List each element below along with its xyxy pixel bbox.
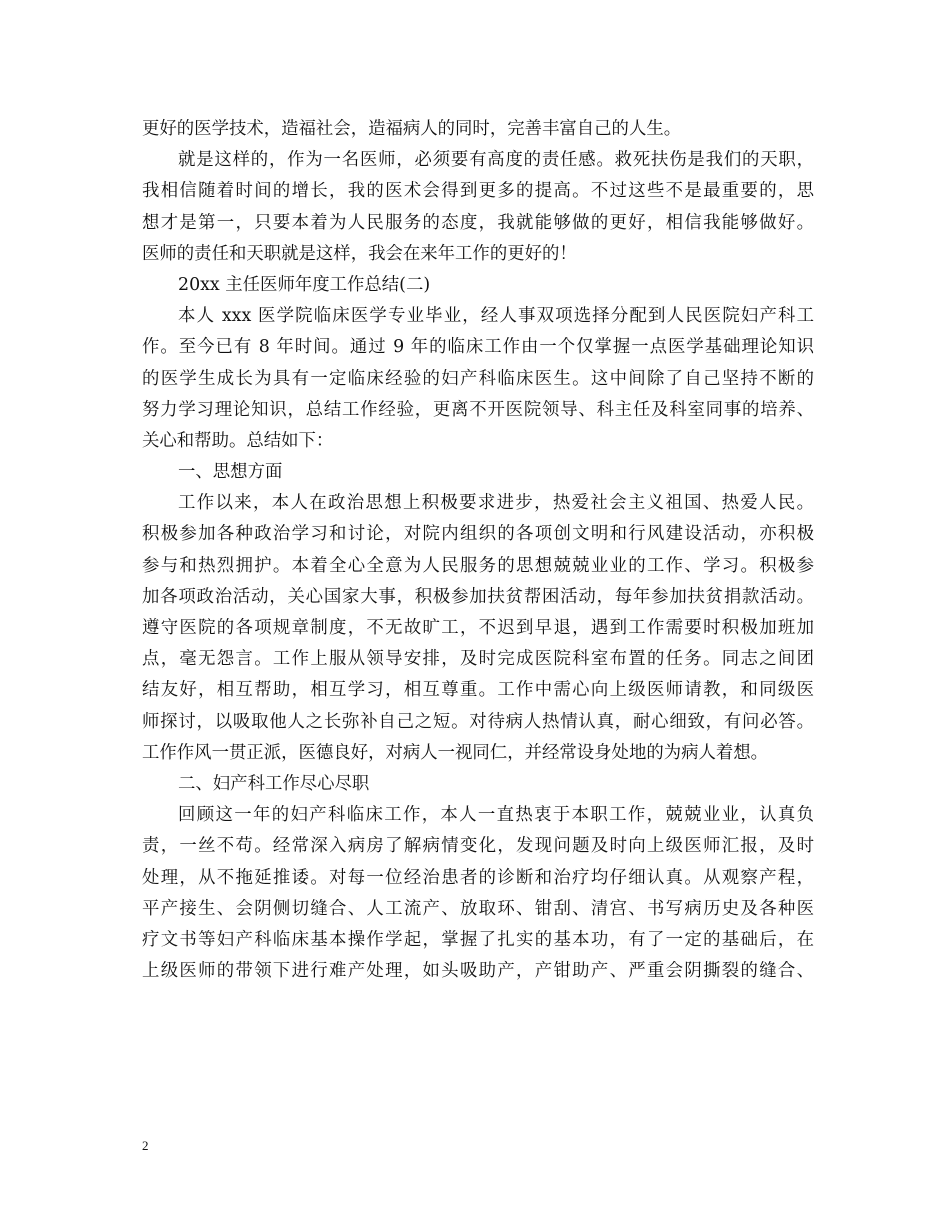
text-line: 努力学习理论知识，总结工作经验，更离不开医院领导、科主任及科室同事的培养、 xyxy=(142,399,814,420)
page-number: 2 xyxy=(142,1138,149,1153)
text-line: 师探讨，以吸取他人之长弥补自己之短。对待病人热情认真，耐心细致，有问必答。 xyxy=(142,711,814,732)
text-line: 一、思想方面 xyxy=(178,462,283,483)
text-line: 我相信随着时间的增长，我的医术会得到更多的提高。不过这些不是最重要的，思 xyxy=(142,181,814,202)
text-line: 想才是第一，只要本着为人民服务的态度，我就能够做的更好，相信我能够做好。 xyxy=(142,212,814,233)
text-line: 更好的医学技术，造福社会，造福病人的同时，完善丰富自己的人生。 xyxy=(142,119,682,139)
text-line: 疗文书等妇产科临床基本操作学起，掌握了扎实的基本功，有了一定的基础后，在 xyxy=(142,929,814,950)
text-line: 参与和热烈拥护。本着全心全意为人民服务的思想兢兢业业的工作、学习。积极参 xyxy=(142,555,814,576)
text-line: 作。至今已有 8 年时间。通过 9 年的临床工作由一个仅掌握一点医学基础理论知识 xyxy=(142,337,814,358)
text-line: 回顾这一年的妇产科临床工作，本人一直热衷于本职工作，兢兢业业，认真负 xyxy=(178,805,814,826)
text-line: 遵守医院的各项规章制度，不无故旷工，不迟到早退，遇到工作需要时积极加班加 xyxy=(142,618,814,638)
text-line: 上级医师的带领下进行难产处理，如头吸助产，产钳助产、严重会阴撕裂的缝合、 xyxy=(142,961,814,982)
text-line: 工作作风一贯正派，医德良好，对病人一视同仁，并经常设身处地的为病人着想。 xyxy=(142,742,769,763)
text-line: 点，毫无怨言。工作上服从领导安排，及时完成医院科室布置的任务。同志之间团 xyxy=(142,649,814,670)
text-line: 医师的责任和天职就是这样，我会在来年工作的更好的！ xyxy=(142,243,577,264)
text-line: 就是这样的，作为一名医师，必须要有高度的责任感。救死扶伤是我们的天职， xyxy=(178,150,814,171)
text-line: 本人 xxx 医学院临床医学专业毕业，经人事双项选择分配到人民医院妇产科工 xyxy=(178,306,814,327)
text-line: 处理，从不拖延推诿。对每一位经治患者的诊断和治疗均仔细认真。从观察产程， xyxy=(142,867,814,888)
text-line: 责，一丝不苟。经常深入病房了解病情变化，发现问题及时向上级医师汇报，及时 xyxy=(142,836,814,857)
text-line: 工作以来，本人在政治思想上积极要求进步，热爱社会主义祖国、热爱人民。 xyxy=(178,493,814,514)
text-line: 积极参加各种政治学习和讨论，对院内组织的各项创文明和行风建设活动，亦积极 xyxy=(142,524,814,545)
text-line: 20xx 主任医师年度工作总结(二) xyxy=(178,274,431,295)
text-line: 结友好，相互帮助，相互学习，相互尊重。工作中需心向上级医师请教，和同级医 xyxy=(142,680,814,701)
text-line: 的医学生成长为具有一定临床经验的妇产科临床医生。这中间除了自己坚持不断的 xyxy=(142,368,814,389)
text-line: 加各项政治活动，关心国家大事，积极参加扶贫帮困活动，每年参加扶贫捐款活动。 xyxy=(142,586,814,607)
text-line: 平产接生、会阴侧切缝合、人工流产、放取环、钳刮、清宫、书写病历史及各种医 xyxy=(142,898,814,919)
text-line: 二、妇产科工作尽心尽职 xyxy=(178,773,370,794)
document-body xyxy=(142,114,814,987)
text-line: 关心和帮助。总结如下： xyxy=(142,430,334,451)
